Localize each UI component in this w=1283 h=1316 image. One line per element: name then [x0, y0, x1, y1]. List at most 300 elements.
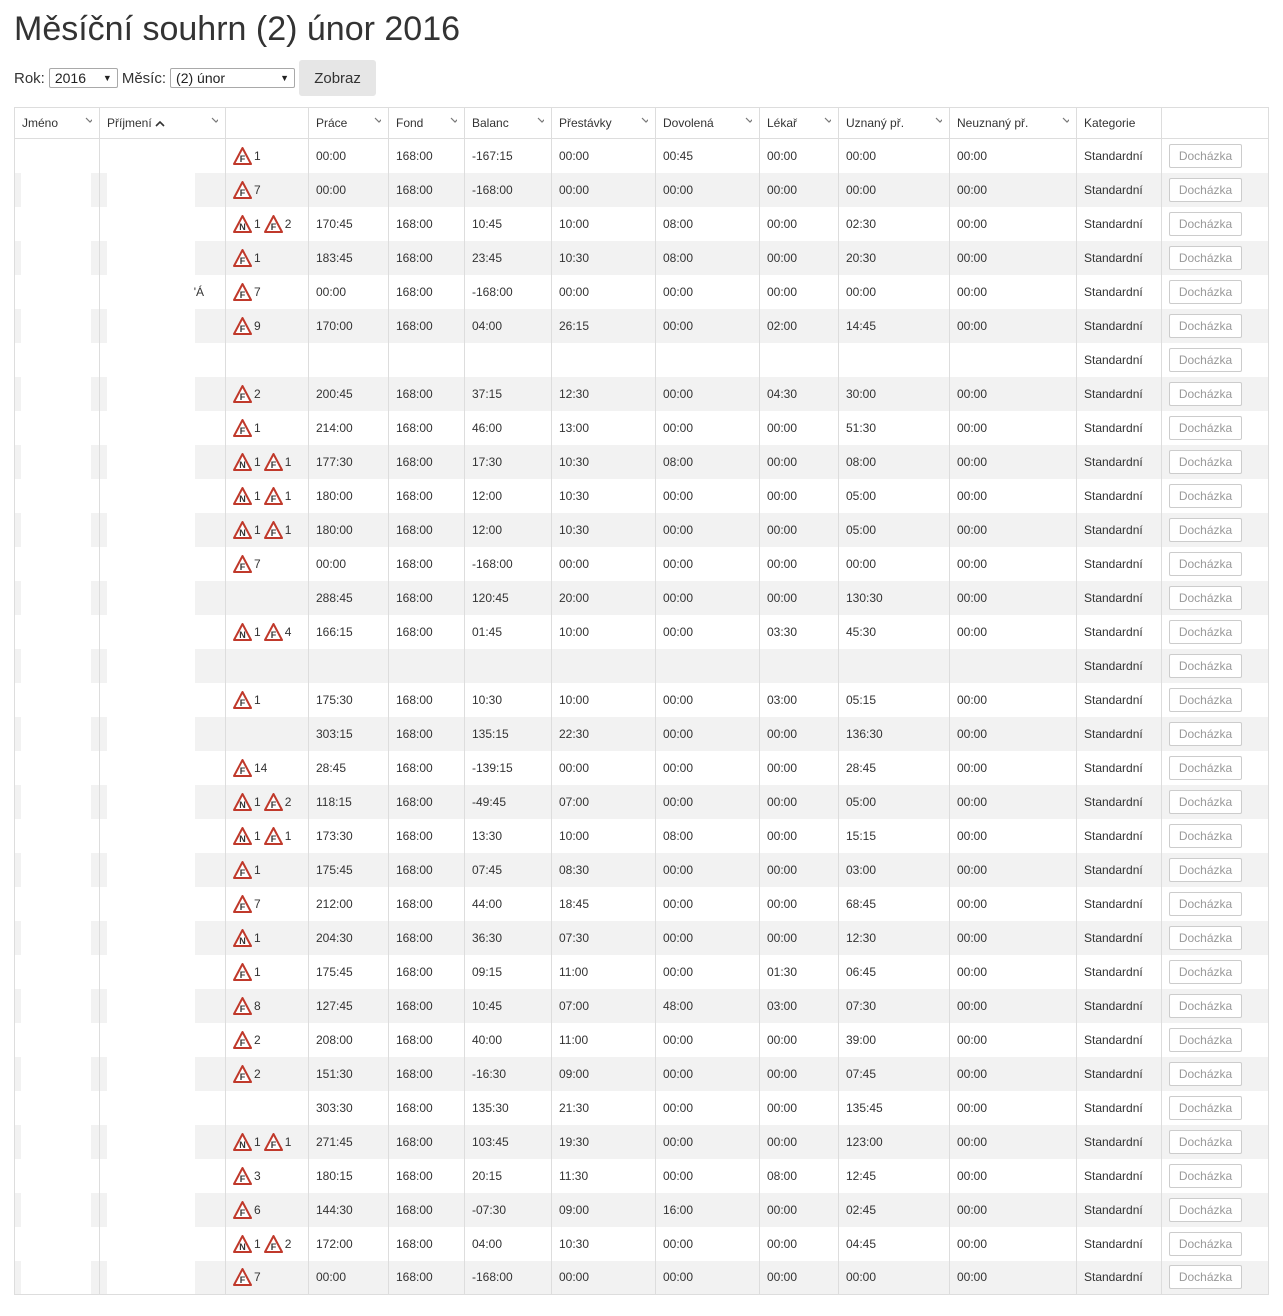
uznany-cell: 05:00 — [839, 479, 950, 513]
first-name-cell — [15, 819, 100, 853]
prace-cell: 200:45 — [309, 377, 389, 411]
warning-f-icon — [233, 1201, 252, 1219]
attendance-button[interactable]: Docházka — [1169, 416, 1242, 440]
prestavky-cell: 08:30 — [552, 853, 656, 887]
prace-cell — [309, 343, 389, 377]
attendance-button[interactable]: Docházka — [1169, 314, 1242, 338]
warning-flag[interactable] — [233, 181, 261, 199]
column-header-label: Kategorie — [1084, 116, 1136, 130]
balanc-cell: 40:00 — [465, 1023, 552, 1057]
attendance-button[interactable]: Docházka — [1169, 552, 1242, 576]
action-cell — [1162, 1159, 1269, 1193]
attendance-button[interactable]: Docházka — [1169, 1198, 1242, 1222]
column-header-prijmeni[interactable] — [100, 108, 226, 139]
balanc-cell: 12:00 — [465, 479, 552, 513]
attendance-button[interactable]: Docházka — [1169, 790, 1242, 814]
attendance-button[interactable]: Docházka — [1169, 518, 1242, 542]
attendance-button[interactable]: Docházka — [1169, 450, 1242, 474]
neuznany-cell: 00:00 — [950, 989, 1077, 1023]
neuznany-cell: 00:00 — [950, 1057, 1077, 1091]
warning-flag[interactable] — [233, 1268, 261, 1286]
attendance-button[interactable]: Docházka — [1169, 620, 1242, 644]
redacted-area — [21, 751, 91, 785]
warning-flags-cell — [226, 1125, 309, 1159]
warning-flag[interactable] — [264, 1235, 292, 1253]
filter-chevron-icon[interactable] — [374, 117, 381, 124]
surname-cell — [100, 1261, 226, 1295]
surname-cell — [100, 649, 226, 683]
warning-flag[interactable] — [233, 487, 261, 505]
action-cell — [1162, 683, 1269, 717]
warning-count: 2 — [284, 794, 292, 809]
kategorie-cell: Standardní — [1077, 275, 1162, 309]
filter-chevron-icon[interactable] — [211, 117, 218, 124]
dovolena-cell: 00:45 — [656, 139, 760, 173]
attendance-button[interactable]: Docházka — [1169, 1130, 1242, 1154]
kategorie-cell: Standardní — [1077, 1159, 1162, 1193]
svg-text:F: F — [270, 459, 276, 470]
uznany-cell: 136:30 — [839, 717, 950, 751]
warning-f-icon — [264, 453, 283, 471]
kategorie-cell: Standardní — [1077, 411, 1162, 445]
action-cell — [1162, 1227, 1269, 1261]
prace-cell — [309, 649, 389, 683]
dovolena-cell: 00:00 — [656, 1057, 760, 1091]
svg-text:F: F — [270, 527, 276, 538]
surname-cell — [100, 581, 226, 615]
action-cell — [1162, 751, 1269, 785]
attendance-button[interactable]: Docházka — [1169, 722, 1242, 746]
action-cell — [1162, 207, 1269, 241]
attendance-button[interactable]: Docházka — [1169, 144, 1242, 168]
balanc-cell: -07:30 — [465, 1193, 552, 1227]
prestavky-cell: 19:30 — [552, 1125, 656, 1159]
table-row — [15, 819, 1269, 853]
attendance-button[interactable]: Docházka — [1169, 246, 1242, 270]
attendance-button[interactable]: Docházka — [1169, 756, 1242, 780]
warning-count: 7 — [254, 896, 261, 911]
warning-count: 1 — [284, 1134, 292, 1149]
redacted-area — [107, 785, 195, 819]
dovolena-cell: 00:00 — [656, 547, 760, 581]
redacted-area — [107, 649, 195, 683]
prace-cell: 00:00 — [309, 1261, 389, 1295]
kategorie-cell: Standardní — [1077, 785, 1162, 819]
lekar-cell: 00:00 — [760, 173, 839, 207]
neuznany-cell: 00:00 — [950, 1125, 1077, 1159]
warning-f-icon — [233, 249, 252, 267]
lekar-cell: 04:30 — [760, 377, 839, 411]
uznany-cell: 00:00 — [839, 139, 950, 173]
uznany-cell: 68:45 — [839, 887, 950, 921]
warning-count: 2 — [284, 1236, 292, 1251]
action-cell — [1162, 1023, 1269, 1057]
redacted-area — [107, 751, 195, 785]
kategorie-cell: Standardní — [1077, 139, 1162, 173]
dovolena-cell: 00:00 — [656, 615, 760, 649]
redacted-area — [107, 717, 195, 751]
attendance-button[interactable]: Docházka — [1169, 1062, 1242, 1086]
balanc-cell: -168:00 — [465, 275, 552, 309]
warning-flags-cell — [226, 207, 309, 241]
warning-flag[interactable] — [233, 453, 261, 471]
prace-cell: 175:45 — [309, 853, 389, 887]
redacted-area — [107, 309, 195, 343]
column-header-dovolena[interactable] — [656, 108, 760, 139]
balanc-cell: 10:45 — [465, 989, 552, 1023]
warning-f-icon — [233, 691, 252, 709]
attendance-button[interactable]: Docházka — [1169, 1096, 1242, 1120]
surname-cell — [100, 1091, 226, 1125]
warning-flags-cell — [226, 989, 309, 1023]
fond-cell: 168:00 — [389, 1091, 465, 1125]
warning-flag[interactable] — [233, 997, 261, 1015]
neuznany-cell: 00:00 — [950, 717, 1077, 751]
warning-flag[interactable] — [264, 215, 292, 233]
column-header-uznany[interactable] — [839, 108, 950, 139]
attendance-button[interactable]: Docházka — [1169, 1232, 1242, 1256]
warning-flag[interactable] — [233, 861, 261, 879]
first-name-cell — [15, 173, 100, 207]
uznany-cell: 05:00 — [839, 785, 950, 819]
dovolena-cell: 48:00 — [656, 989, 760, 1023]
warning-flag[interactable] — [264, 1133, 292, 1151]
attendance-button[interactable]: Docházka — [1169, 280, 1242, 304]
uznany-cell: 07:30 — [839, 989, 950, 1023]
filter-chevron-icon[interactable] — [745, 117, 752, 124]
warning-count: 1 — [254, 250, 261, 265]
fond-cell: 168:00 — [389, 1057, 465, 1091]
balanc-cell — [465, 649, 552, 683]
filter-chevron-icon[interactable] — [641, 117, 648, 124]
lekar-cell: 00:00 — [760, 1091, 839, 1125]
attendance-button[interactable]: Docházka — [1169, 994, 1242, 1018]
lekar-cell: 00:00 — [760, 853, 839, 887]
warning-flag[interactable] — [264, 453, 292, 471]
warning-flag[interactable] — [233, 895, 261, 913]
redacted-area — [107, 1023, 195, 1057]
warning-count: 1 — [254, 148, 261, 163]
warning-f-icon — [233, 997, 252, 1015]
prestavky-cell: 10:00 — [552, 615, 656, 649]
warning-flags-cell — [226, 275, 309, 309]
warning-flag[interactable] — [264, 793, 292, 811]
neuznany-cell: 00:00 — [950, 547, 1077, 581]
balanc-cell: 04:00 — [465, 309, 552, 343]
surname-cell — [100, 1125, 226, 1159]
dropdown-arrow-icon: ▼ — [280, 73, 290, 83]
neuznany-cell: 00:00 — [950, 1193, 1077, 1227]
prestavky-cell: 11:30 — [552, 1159, 656, 1193]
warning-f-icon — [264, 1235, 283, 1253]
warning-flag[interactable] — [233, 793, 261, 811]
lekar-cell: 00:00 — [760, 513, 839, 547]
surname-cell — [100, 275, 226, 309]
column-header-jmeno[interactable] — [15, 108, 100, 139]
redacted-area — [107, 887, 195, 921]
surname-cell — [100, 1159, 226, 1193]
redacted-area — [107, 581, 195, 615]
action-cell — [1162, 921, 1269, 955]
column-header-label: Balanc — [472, 116, 509, 130]
redacted-area — [21, 1091, 91, 1125]
dropdown-arrow-icon: ▼ — [102, 73, 112, 83]
warning-count: 1 — [254, 488, 261, 503]
warning-flags-cell — [226, 581, 309, 615]
table-row — [15, 411, 1269, 445]
dovolena-cell: 08:00 — [656, 445, 760, 479]
redacted-area — [107, 1159, 195, 1193]
redacted-area — [21, 445, 91, 479]
prestavky-cell: 10:00 — [552, 819, 656, 853]
balanc-cell: 23:45 — [465, 241, 552, 275]
attendance-button[interactable]: Docházka — [1169, 212, 1242, 236]
column-header-label: Lékař — [767, 116, 798, 130]
attendance-button[interactable]: Docházka — [1169, 654, 1242, 678]
filter-chevron-icon[interactable] — [935, 117, 942, 124]
action-cell — [1162, 1193, 1269, 1227]
warning-n-icon — [233, 1235, 252, 1253]
uznany-cell: 02:45 — [839, 1193, 950, 1227]
warning-flag[interactable] — [233, 419, 261, 437]
kategorie-cell: Standardní — [1077, 615, 1162, 649]
dovolena-cell: 00:00 — [656, 887, 760, 921]
neuznany-cell — [950, 343, 1077, 377]
column-header-neuznany[interactable] — [950, 108, 1077, 139]
attendance-button[interactable]: Docházka — [1169, 586, 1242, 610]
prace-cell: 303:30 — [309, 1091, 389, 1125]
warning-flag[interactable] — [233, 929, 261, 947]
attendance-button[interactable]: Docházka — [1169, 484, 1242, 508]
warning-count: 7 — [254, 556, 261, 571]
warning-count: 8 — [254, 998, 261, 1013]
warning-n-icon — [233, 215, 252, 233]
neuznany-cell: 00:00 — [950, 819, 1077, 853]
lekar-cell: 00:00 — [760, 547, 839, 581]
warning-flag[interactable] — [233, 691, 261, 709]
redacted-area — [107, 683, 195, 717]
warning-flag[interactable] — [264, 623, 292, 641]
column-header-action — [1162, 108, 1269, 139]
prestavky-cell: 11:00 — [552, 1023, 656, 1057]
warning-flag[interactable] — [233, 963, 261, 981]
prace-cell: 00:00 — [309, 139, 389, 173]
redacted-area — [21, 343, 91, 377]
prace-cell: 173:30 — [309, 819, 389, 853]
prestavky-cell: 07:30 — [552, 921, 656, 955]
attendance-button[interactable]: Docházka — [1169, 858, 1242, 882]
warning-flag[interactable] — [264, 487, 292, 505]
warning-count: 1 — [254, 692, 261, 707]
warning-count: 1 — [254, 794, 261, 809]
redacted-area — [107, 1227, 195, 1261]
fond-cell: 168:00 — [389, 445, 465, 479]
action-cell — [1162, 241, 1269, 275]
warning-flag[interactable] — [233, 1201, 261, 1219]
prestavky-cell — [552, 343, 656, 377]
warning-f-icon — [233, 1167, 252, 1185]
warning-flag[interactable] — [233, 1065, 261, 1083]
uznany-cell: 130:30 — [839, 581, 950, 615]
filter-chevron-icon[interactable] — [450, 117, 457, 124]
fond-cell — [389, 649, 465, 683]
warning-flag[interactable] — [233, 317, 261, 335]
warning-n-icon — [233, 521, 252, 539]
table-row — [15, 853, 1269, 887]
attendance-button[interactable]: Docházka — [1169, 926, 1242, 950]
attendance-button[interactable]: Docházka — [1169, 382, 1242, 406]
first-name-cell — [15, 1227, 100, 1261]
action-cell — [1162, 819, 1269, 853]
prestavky-cell: 13:00 — [552, 411, 656, 445]
fond-cell: 168:00 — [389, 1193, 465, 1227]
svg-text:F: F — [270, 629, 276, 640]
table-row — [15, 683, 1269, 717]
warning-flag[interactable] — [233, 623, 261, 641]
warning-flag[interactable] — [233, 827, 261, 845]
action-cell — [1162, 1057, 1269, 1091]
warning-flags-cell — [226, 411, 309, 445]
table-row — [15, 173, 1269, 207]
balanc-cell: 09:15 — [465, 955, 552, 989]
redacted-area — [21, 921, 91, 955]
warning-count: 1 — [284, 454, 292, 469]
warning-flag[interactable] — [233, 147, 261, 165]
warning-flag[interactable] — [233, 385, 261, 403]
uznany-cell: 28:45 — [839, 751, 950, 785]
column-header-lekar[interactable] — [760, 108, 839, 139]
filter-bar — [14, 60, 376, 96]
lekar-cell: 00:00 — [760, 241, 839, 275]
neuznany-cell: 00:00 — [950, 445, 1077, 479]
balanc-cell: 36:30 — [465, 921, 552, 955]
attendance-button[interactable]: Docházka — [1169, 960, 1242, 984]
warning-f-icon — [233, 759, 252, 777]
filter-chevron-icon[interactable] — [1062, 117, 1069, 124]
prestavky-cell: 00:00 — [552, 1261, 656, 1295]
prestavky-cell: 22:30 — [552, 717, 656, 751]
lekar-cell — [760, 649, 839, 683]
show-button[interactable]: Zobraz — [299, 60, 376, 96]
lekar-cell: 00:00 — [760, 887, 839, 921]
column-header-label: Práce — [316, 116, 348, 130]
attendance-button[interactable]: Docházka — [1169, 892, 1242, 916]
warning-flag[interactable] — [233, 283, 261, 301]
attendance-button[interactable]: Docházka — [1169, 1265, 1242, 1289]
column-header-balanc[interactable] — [465, 108, 552, 139]
lekar-cell: 00:00 — [760, 581, 839, 615]
fond-cell: 168:00 — [389, 513, 465, 547]
first-name-cell — [15, 1057, 100, 1091]
fond-cell: 168:00 — [389, 853, 465, 887]
warning-flags-cell — [226, 1023, 309, 1057]
svg-text:F: F — [239, 255, 246, 266]
svg-text:N: N — [239, 527, 246, 538]
warning-flag[interactable] — [233, 1031, 261, 1049]
prace-cell: 170:45 — [309, 207, 389, 241]
warning-flag[interactable] — [233, 249, 261, 267]
surname-cell — [100, 547, 226, 581]
warning-flag[interactable] — [233, 1133, 261, 1151]
month-select[interactable] — [170, 68, 295, 88]
uznany-cell: 00:00 — [839, 173, 950, 207]
redacted-area — [107, 377, 195, 411]
table-row — [15, 615, 1269, 649]
action-cell — [1162, 649, 1269, 683]
lekar-cell: 00:00 — [760, 1057, 839, 1091]
warning-flag[interactable] — [233, 215, 261, 233]
warning-f-icon — [264, 1133, 283, 1151]
warning-f-icon — [233, 861, 252, 879]
kategorie-cell: Standardní — [1077, 887, 1162, 921]
kategorie-cell: Standardní — [1077, 513, 1162, 547]
warning-flag[interactable] — [233, 1235, 261, 1253]
filter-chevron-icon[interactable] — [824, 117, 831, 124]
attendance-button[interactable]: Docházka — [1169, 178, 1242, 202]
surname-cell — [100, 785, 226, 819]
warning-flag[interactable] — [264, 827, 292, 845]
redacted-area — [21, 377, 91, 411]
warning-flags-cell — [226, 309, 309, 343]
dovolena-cell: 00:00 — [656, 853, 760, 887]
fond-cell: 168:00 — [389, 377, 465, 411]
fond-cell: 168:00 — [389, 683, 465, 717]
balanc-cell: 01:45 — [465, 615, 552, 649]
attendance-button[interactable]: Docházka — [1169, 688, 1242, 712]
first-name-cell — [15, 1193, 100, 1227]
attendance-button[interactable]: Docházka — [1169, 1028, 1242, 1052]
warning-flag[interactable] — [233, 555, 261, 573]
warning-flag[interactable] — [233, 521, 261, 539]
kategorie-cell: Standardní — [1077, 819, 1162, 853]
redacted-area — [21, 207, 91, 241]
attendance-button[interactable]: Docházka — [1169, 348, 1242, 372]
prace-cell: 177:30 — [309, 445, 389, 479]
warning-count: 1 — [284, 522, 292, 537]
dovolena-cell: 00:00 — [656, 1023, 760, 1057]
action-cell — [1162, 275, 1269, 309]
warning-f-icon — [233, 1031, 252, 1049]
prestavky-cell: 00:00 — [552, 173, 656, 207]
redacted-area — [21, 819, 91, 853]
warning-flags-cell — [226, 751, 309, 785]
warning-count: 7 — [254, 284, 261, 299]
warning-f-icon — [233, 147, 252, 165]
dovolena-cell: 00:00 — [656, 377, 760, 411]
attendance-button[interactable]: Docházka — [1169, 824, 1242, 848]
filter-chevron-icon[interactable] — [85, 117, 92, 124]
svg-text:N: N — [239, 1241, 246, 1252]
column-header-fond[interactable] — [389, 108, 465, 139]
kategorie-cell: Standardní — [1077, 343, 1162, 377]
attendance-button[interactable]: Docházka — [1169, 1164, 1242, 1188]
warning-flag[interactable] — [233, 1167, 261, 1185]
surname-cell — [100, 377, 226, 411]
action-cell — [1162, 547, 1269, 581]
fond-cell: 168:00 — [389, 275, 465, 309]
balanc-cell: -168:00 — [465, 547, 552, 581]
warning-flags-cell — [226, 241, 309, 275]
filter-chevron-icon[interactable] — [537, 117, 544, 124]
warning-flag[interactable] — [264, 521, 292, 539]
column-header-prace[interactable] — [309, 108, 389, 139]
svg-text:N: N — [239, 799, 246, 810]
warning-flag[interactable] — [233, 759, 267, 777]
table-row — [15, 717, 1269, 751]
column-header-prestavky[interactable] — [552, 108, 656, 139]
kategorie-cell: Standardní — [1077, 207, 1162, 241]
year-select[interactable] — [49, 68, 118, 88]
